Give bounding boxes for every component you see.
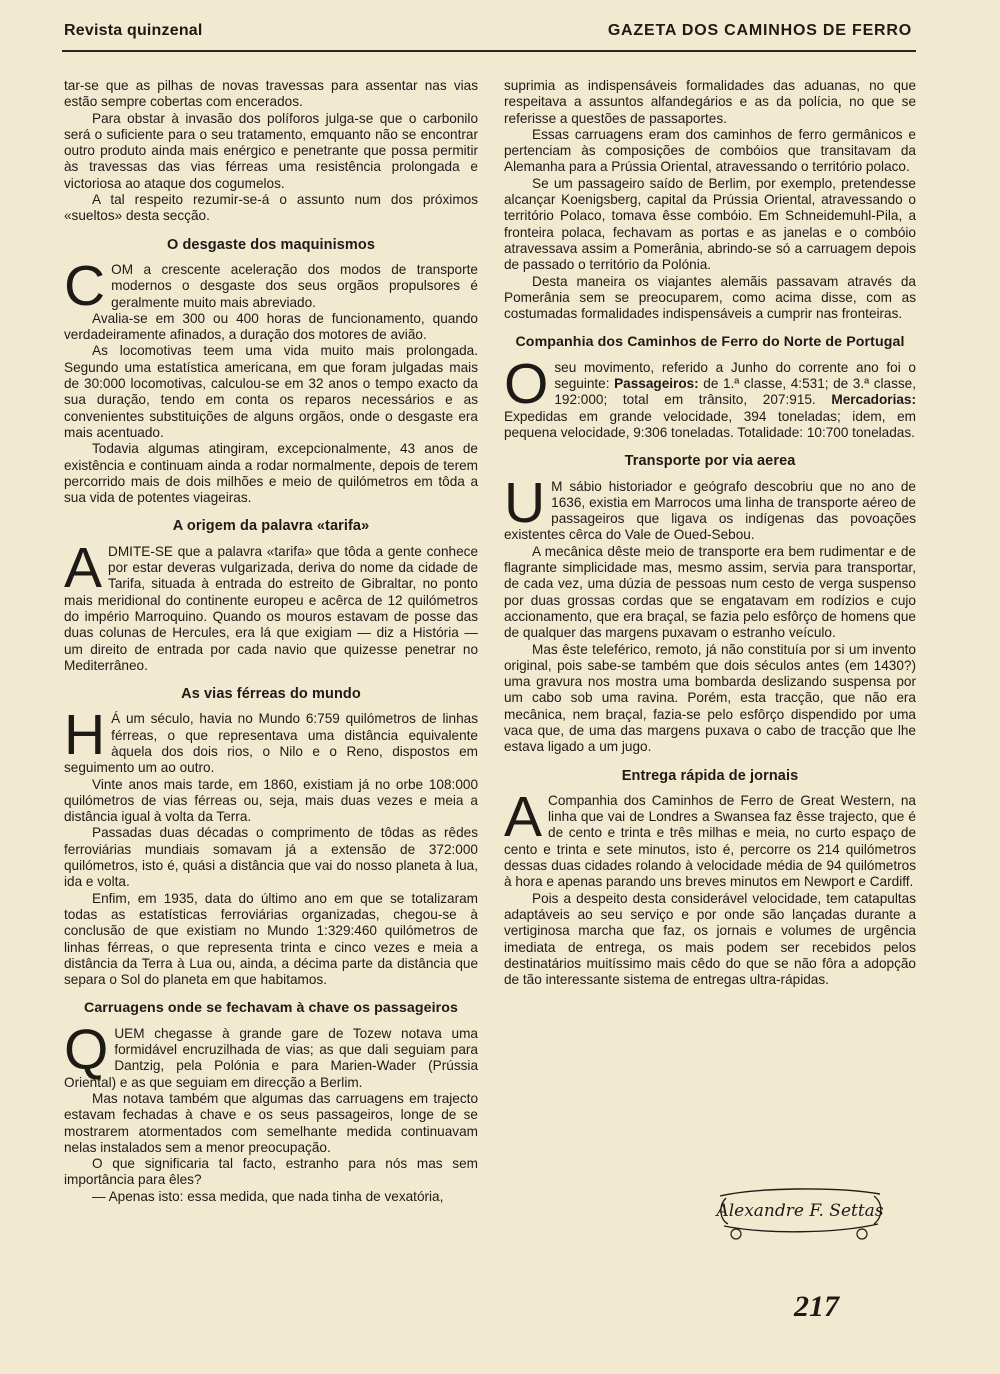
- page-header: [64, 22, 912, 44]
- paragraph: Mas êste teleférico, remoto, já não constituía por si um invento original, pois sabe-se também que dois séculos antes (em 1430?) uma gravura nos mostra uma bombarda deslizando suspensa por um cabo sob uma ravina. Porém, esta tracção, que não era mecânica, nem braçal, fazia-se pelo esfôrço dispendido por uma vaca que, de uma das margens puxava o cabo de tracção que lhe estava ligado a um jugo.: [504, 641, 916, 755]
- section-title-norte: Companhia dos Caminhos de Ferro do Norte de Portugal: [515, 334, 905, 351]
- paragraph: suprimia as indispensáveis formalidades das aduanas, no que respeitava a assuntos alfandegários e as da polícia, no que se referisse a questões de passaportes.: [504, 78, 916, 126]
- column-right: [504, 78, 916, 988]
- paragraph: Essas carruagens eram dos caminhos de ferro germânicos e pertenciam às composições de combóios que transitavam da Alemanha para a Prússia Oriental, atravessando o território polaco.: [504, 126, 916, 175]
- drop-cap: A: [504, 784, 543, 849]
- author-signature: [714, 1176, 886, 1244]
- paragraph: Vinte anos mais tarde, em 1860, existiam já no orbe 108:000 quilómetros de vias férreas ou, seja, mais duas vezes e meia a distância igual à volta da Terra.: [64, 776, 478, 825]
- paragraph: A tal respeito rezumir-se-á o assunto num dos próximos «sueltos» desta secção.: [64, 192, 478, 224]
- label-passageiros: Passageiros:: [614, 376, 699, 392]
- paragraph: tar-se que as pilhas de novas travessas para assentar nas vias estão sempre cobertas com encerados.: [64, 78, 478, 110]
- section-title-jornais: Entrega rápida de jornais: [621, 767, 799, 784]
- paragraph: COM a crescente aceleração dos modos de transporte modernos o desgaste dos seus orgãos propulsores é geralmente muito mais abreviado.: [64, 253, 478, 318]
- drop-cap: H: [64, 703, 106, 768]
- paragraph: A Companhia dos Caminhos de Ferro de Great Western, na linha que vai de Londres a Swansea faz êsse trajecto, que é de cento e trinta e três milhas e meia, no curto espaço de cento e trinta e sete minutos, isto é, percorre os 214 quilómetros dessas duas cidades rolando à velocidade média de 94 quilómetros à hora e apenas parando uns breves minutos em Newport e Cardiff.: [504, 784, 916, 890]
- paragraph: Se um passageiro saído de Berlim, por exemplo, pretendesse alcançar Koenigsberg, capital da Prússia Oriental, atravessando o território Polaco, tomava êsse combóio. Em Schneidemuhl-Pila, a fronteira polaca, fechavam as portas e as janelas e o combóio atravessava assim a Pomerânia, abrindo-se só a carruagem depois de passado o território da Polónia.: [504, 175, 916, 273]
- paragraph: Enfim, em 1935, data do último ano em que se totalizaram todas as estatísticas ferroviárias organizadas, chegou-se à conclusão de que existiam no Mundo 1:329:460 quilómetros de linhas férreas, o que representa trinta e cinco vezes e meia a distância da Terra à Lua ou, ainda, a décima parte da distância que separa o Sol do planeta em que habitamos.: [64, 890, 478, 988]
- paragraph: A mecânica dêste meio de transporte era bem rudimentar e de flagrante simplicidade mas, mesmo assim, servia para transportar, de cada vez, uma dúzia de pessoas num cesto de verga suspenso por duas grossas cordas que se engatavam em rodízios e cujo accionamento, que era braçal, se fazia pelo esfôrço de homens que de qualquer das margens puxavam o estranho veículo.: [504, 543, 916, 641]
- drop-cap: C: [64, 253, 106, 318]
- paragraph: O que significaria tal facto, estranho para nós mas sem importância para êles?: [64, 1156, 478, 1188]
- section-title-aerea: Transporte por via aerea: [624, 453, 796, 470]
- drop-cap: O: [504, 351, 549, 416]
- drop-cap: U: [504, 470, 546, 535]
- svg-text:Alexandre F. Settas: Alexandre F. Settas: [716, 1201, 884, 1221]
- paragraph: H Á um século, havia no Mundo 6:759 quilómetros de linhas férreas, o que representava uma distância equivalente àquela dos dois rios, o Nilo e o Reno, dispostos em seguimento um ao outro.: [64, 703, 478, 776]
- paragraph: QUEM chegasse à grande gare de Tozew notava uma formidável encruzilhada de vias; as que dali seguiam para Dantzig, pela Polónia e para Marien-Wader (Prússia Oriental) e as que seguiam em direcção a Berlim.: [64, 1017, 478, 1090]
- paragraph: Para obstar à invasão dos políforos julga-se que o carbonilo será o suficiente para o seu tratamento, emquanto não se encontrar outro produto ainda mais enérgico e penetrante que possa permitir às travessas das vias férreas uma resistência prolongada e victoriosa ao ataque dos cogumelos.: [64, 110, 478, 191]
- drop-cap: Q: [64, 1017, 109, 1082]
- header-left: Revista quinzenal: [64, 22, 203, 39]
- drop-cap: A: [64, 535, 103, 600]
- paragraph: Pois a despeito desta considerável velocidade, tem catapultas adaptáveis ao seu serviço e por onde são lançadas durante a vertiginosa marcha que faz, os jornais e volumes de urgência imediata de entrega, os mais podem ser recebidos pelos destinatários muitíssimo mais cêdo do que se não fôra a adopção de tão interessante sistema de entregas ultra-rápidas.: [504, 890, 916, 988]
- paragraph: O seu movimento, referido a Junho do corrente ano foi o seguinte: Passageiros: de 1.ª classe, 4:531; de 3.ª classe, 192:000; total em trânsito, 207:915. Mercadorias: Expedidas em grande velocidade, 394 toneladas; idem, em pequena velocidade, 9:306 toneladas. Totalidade: 10:700 toneladas.: [504, 351, 916, 440]
- column-left: [64, 78, 478, 1205]
- section-title-carruagens: Carruagens onde se fechavam à chave os passageiros: [83, 1000, 459, 1017]
- page-number: 217: [794, 1290, 839, 1323]
- section-title-tarifa: A origem da palavra «tarifa»: [172, 518, 370, 535]
- paragraph: Avalia-se em 300 ou 400 horas de funcionamento, quando verdadeiramente afinados, a duração dos motores de avião.: [64, 310, 478, 343]
- paragraph: ADMITE-SE que a palavra «tarifa» que tôda a gente conhece por estar deveras vulgarizada, deriva do nome da cidade de Tarifa, situada à entrada do estreito de Gibraltar, no ponto mais meridional do continente europeu e acêrca de 12 quilómetros do império Marroquino. Quando os mouros estavam de posse das duas colunas de Hercules, era lá que exigiam — diz a História — um direito de entrada por cada navio que quizesse penetrar no Mediterrâneo.: [64, 535, 478, 673]
- paragraph: Mas notava também que algumas das carruagens em trajecto estavam fechadas à chave e os seus passageiros, longe de se mostrarem atormentados com semelhante medida continuavam nelas instalados sem a menor preocupação.: [64, 1090, 478, 1155]
- header-right: GAZETA DOS CAMINHOS DE FERRO: [607, 22, 912, 39]
- section-title-desgaste: O desgaste dos maquinismos: [166, 236, 376, 253]
- paragraph: Todavia algumas atingiram, excepcionalmente, 43 anos de existência e continuam ainda a rodar normalmente, depois de terem percorrido mais de dois milhões e meio de quilómetros em tôda a sua vida de potentes viageiras.: [64, 441, 478, 506]
- section-title-vias: As vias férreas do mundo: [181, 686, 361, 703]
- paragraph: — Apenas isto: essa medida, que nada tinha de vexatória,: [92, 1188, 444, 1204]
- paragraph: U M sábio historiador e geógrafo descobriu que no ano de 1636, existia em Marrocos uma linha de transporte aéreo de passageiros que ligava os indígenas das povoações existentes cêrca do Vale de Oued-Sebou.: [504, 470, 916, 543]
- label-mercadorias: Mercadorias:: [831, 392, 916, 408]
- paragraph: As locomotivas teem uma vida muito mais prolongada. Segundo uma estatística americana, em que foram julgadas mais de 30:000 locomotivas, calculou-se em 32 anos o tempo exacto da sua duração, tendo em conta os reparos necessários e as convenientes substituições de alguns orgãos, onde o desgaste era mais acentuado.: [64, 343, 478, 440]
- paragraph: Passadas duas décadas o comprimento de tôdas as rêdes ferroviárias mundiais somavam já a extensão de 372:000 quilómetros, isto é, quási a distância que vai do nosso planeta à lua, ida e volta.: [64, 825, 478, 890]
- paragraph: Desta maneira os viajantes alemãis passavam através da Pomerânia sem se preocuparem, como acima disse, com as costumadas formalidades indispensáveis a cumprir nas fronteiras.: [504, 273, 916, 322]
- header-rule: [62, 50, 916, 52]
